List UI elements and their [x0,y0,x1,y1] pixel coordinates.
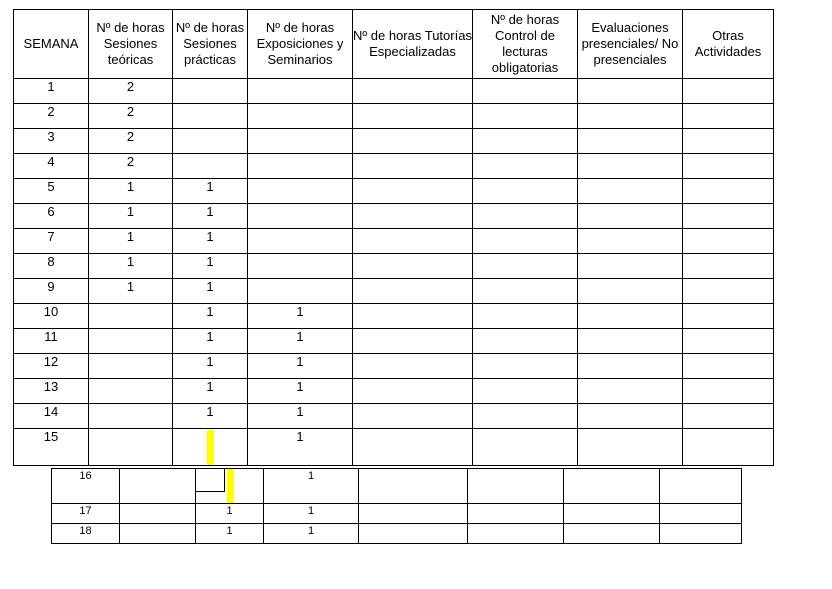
week-cell: 10 [14,304,89,329]
hours-cell [473,129,578,154]
hours-cell: 2 [89,129,173,154]
hours-cell [359,504,468,524]
hours-cell [89,329,173,354]
hours-cell [578,154,683,179]
hours-cell [89,404,173,429]
hours-cell: 1 [196,504,264,524]
hours-cell [468,504,564,524]
hours-cell [353,154,473,179]
header-row [14,10,774,79]
table-row [14,204,774,229]
week-cell: 3 [14,129,89,154]
table-row [14,154,774,179]
hours-cell [353,229,473,254]
hours-cell: 1 [248,404,353,429]
hours-cell [564,469,660,504]
hours-cell [248,204,353,229]
hours-cell: 1 [173,254,248,279]
hours-cell [89,354,173,379]
hours-cell: 2 [89,154,173,179]
hours-cell [89,304,173,329]
table-row [14,429,774,466]
header-control-lecturas: Nº de horas Control de lecturas obligatorias [473,10,578,79]
hours-cell [683,129,774,154]
hours-cell [473,204,578,229]
week-cell: 4 [14,154,89,179]
table-row [14,79,774,104]
hours-cell [578,104,683,129]
hours-cell [578,254,683,279]
hours-cell: 1 [89,254,173,279]
hours-cell [353,379,473,404]
week-cell: 11 [14,329,89,354]
hours-cell [473,329,578,354]
table-row [14,404,774,429]
table-row [14,379,774,404]
highlight-mark [207,430,214,465]
table-row [52,504,742,524]
hours-cell [353,354,473,379]
hours-cell [468,524,564,544]
hours-cell: 1 [248,304,353,329]
hours-cell [353,104,473,129]
hours-cell: 1 [173,304,248,329]
hours-cell [89,429,173,466]
hours-cell: 1 [248,329,353,354]
hours-cell [173,104,248,129]
header-sesiones-practicas: Nº de horas Sesiones prácticas [173,10,248,79]
hours-cell [173,79,248,104]
hours-cell [683,154,774,179]
hours-cell: 2 [89,79,173,104]
hours-cell: 1 [248,429,353,466]
hours-cell [248,279,353,304]
hours-cell [473,104,578,129]
weekly-hours-table [13,9,774,466]
table-row [14,179,774,204]
hours-cell [683,254,774,279]
hours-cell: 1 [264,504,359,524]
hours-cell [353,279,473,304]
hours-cell [353,329,473,354]
table-row [14,129,774,154]
hours-cell [578,304,683,329]
hours-cell [473,179,578,204]
hours-cell [468,469,564,504]
highlight-mark [227,469,234,503]
hours-cell [660,524,742,544]
hours-cell [660,504,742,524]
hours-cell [248,79,353,104]
week-cell: 9 [14,279,89,304]
hours-cell [248,179,353,204]
header-sesiones-teoricas: Nº de horas Sesiones teóricas [89,10,173,79]
hours-cell [473,379,578,404]
hours-cell: 1 [173,179,248,204]
hours-cell [683,404,774,429]
week-cell: 5 [14,179,89,204]
hours-cell [473,254,578,279]
hours-cell: 1 [196,524,264,544]
hours-cell: 1 [248,354,353,379]
hours-cell [683,229,774,254]
hours-cell [564,524,660,544]
hours-cell: 1 [89,229,173,254]
hours-cell [578,404,683,429]
hours-cell [683,354,774,379]
table-row [52,469,742,504]
hours-cell [173,154,248,179]
hours-cell [473,304,578,329]
hours-cell [89,379,173,404]
hours-cell: 1 [264,524,359,544]
hours-cell: 1 [173,354,248,379]
week-cell: 18 [52,524,120,544]
table-row [14,104,774,129]
hours-cell [353,254,473,279]
hours-cell [473,79,578,104]
hours-cell: 1 [248,379,353,404]
hours-cell [359,524,468,544]
hours-cell [578,79,683,104]
week-cell: 14 [14,404,89,429]
cell-corner-mark [196,469,225,492]
hours-cell [578,329,683,354]
table-row [14,354,774,379]
hours-cell [683,304,774,329]
continuation-table [51,468,742,544]
hours-cell [473,229,578,254]
hours-cell [578,354,683,379]
hours-cell [683,379,774,404]
hours-cell [578,179,683,204]
week-cell: 6 [14,204,89,229]
hours-cell [683,329,774,354]
table-body [14,79,774,466]
hours-cell: 1 [173,229,248,254]
hours-cell: 1 [89,204,173,229]
hours-cell [248,229,353,254]
table-row [14,229,774,254]
hours-cell: 1 [173,379,248,404]
header-tutorias: Nº de horas Tutorías Especializadas [353,10,473,79]
table-row [14,254,774,279]
hours-cell [578,229,683,254]
hours-cell [473,279,578,304]
hours-cell [248,104,353,129]
hours-cell [353,179,473,204]
table-row [14,279,774,304]
hours-cell [473,154,578,179]
table-row [14,304,774,329]
hours-cell: 1 [264,469,359,504]
week-cell: 16 [52,469,120,504]
header-semana: SEMANA [14,10,89,79]
hours-cell: 1 [89,279,173,304]
header-evaluaciones: Evaluaciones presenciales/ No presenciales [578,10,683,79]
hours-cell [173,129,248,154]
hours-cell [120,524,196,544]
week-cell: 1 [14,79,89,104]
hours-cell [248,154,353,179]
header-otras-actividades: Otras Actividades [683,10,774,79]
table-row [52,524,742,544]
hours-cell [578,279,683,304]
hours-cell [120,504,196,524]
hours-cell [683,279,774,304]
hours-cell [473,354,578,379]
hours-cell [660,469,742,504]
hours-cell [248,254,353,279]
hours-cell [683,429,774,466]
week-cell: 15 [14,429,89,466]
hours-cell [473,429,578,466]
hours-cell [353,304,473,329]
hours-cell [248,129,353,154]
week-cell: 2 [14,104,89,129]
hours-cell [683,79,774,104]
hours-cell: 2 [89,104,173,129]
hours-cell [353,204,473,229]
hours-cell [353,79,473,104]
week-cell: 13 [14,379,89,404]
hours-cell [578,429,683,466]
hours-cell: 1 [89,179,173,204]
week-cell: 7 [14,229,89,254]
hours-cell [578,379,683,404]
hours-cell [683,204,774,229]
week-cell: 8 [14,254,89,279]
week-cell: 17 [52,504,120,524]
hours-cell: 1 [173,279,248,304]
continuation-body [52,469,742,544]
hours-cell [683,104,774,129]
week-cell: 12 [14,354,89,379]
hours-cell [353,429,473,466]
hours-cell: 1 [173,404,248,429]
hours-cell [578,204,683,229]
hours-cell [683,179,774,204]
hours-cell [359,469,468,504]
hours-cell [353,404,473,429]
hours-cell [564,504,660,524]
header-exposiciones-seminarios: Nº de horas Exposiciones y Seminarios [248,10,353,79]
hours-cell [578,129,683,154]
hours-cell: 1 [173,204,248,229]
hours-cell [473,404,578,429]
hours-cell: 1 [173,329,248,354]
hours-cell [353,129,473,154]
hours-cell [120,469,196,504]
table-row [14,329,774,354]
